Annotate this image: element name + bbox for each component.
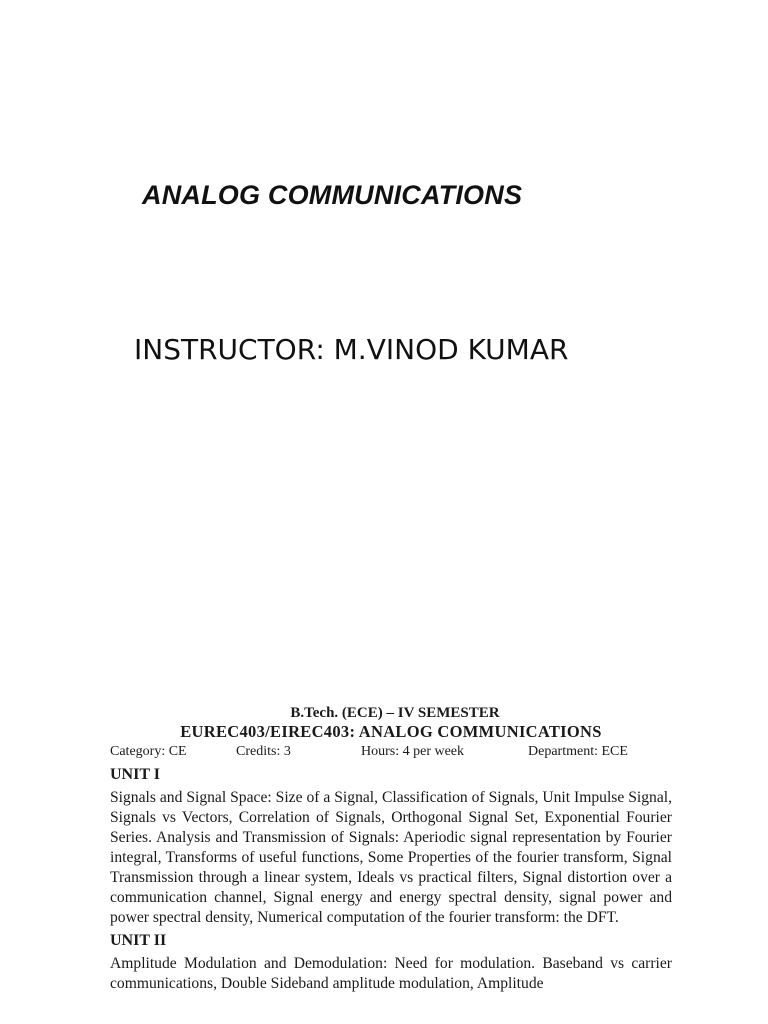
unit-2-text: Amplitude Modulation and Demodulation: Need for modulation. Baseband vs carrier communications, Double Sideband amplitude modulation, Amplitude	[110, 955, 672, 992]
unit-1-text: Signals and Signal Space: Size of a Signal, Classification of Signals, Unit Impulse Signal, Signals vs Vectors, Correlation of Signals, Orthogonal Signal Set, Exponential Fourier Series. Analysis and Transmission of Signals: Aperiodic signal representation by Fourier integral, Transforms of useful functions, Some Properties of the fourier transform, Signal Transmission through a linear system, Ideals vs practical filters, Signal distortion over a communication channel, Signal energy and energy spectral density, signal power and power spectral density, Numerical computation of the fourier transform: the DFT.	[110, 789, 672, 926]
course-line: EUREC403/EIREC403: ANALOG COMMUNICATIONS	[180, 722, 602, 741]
unit-2-heading: UNIT II	[110, 932, 167, 949]
syllabus-section	[110, 704, 672, 994]
semester-line: B.Tech. (ECE) – IV SEMESTER	[290, 705, 500, 721]
unit-1-heading: UNIT I	[110, 766, 160, 783]
instructor-name: INSTRUCTOR: M.VINOD KUMAR	[134, 333, 569, 366]
document-title: ANALOG COMMUNICATIONS	[142, 180, 523, 210]
category-label: Category: CE	[110, 744, 187, 759]
hours-label: Hours: 4 per week	[361, 744, 465, 759]
course-meta-row	[110, 742, 672, 762]
department-label: Department: ECE	[528, 744, 628, 759]
credits-label: Credits: 3	[236, 744, 291, 759]
